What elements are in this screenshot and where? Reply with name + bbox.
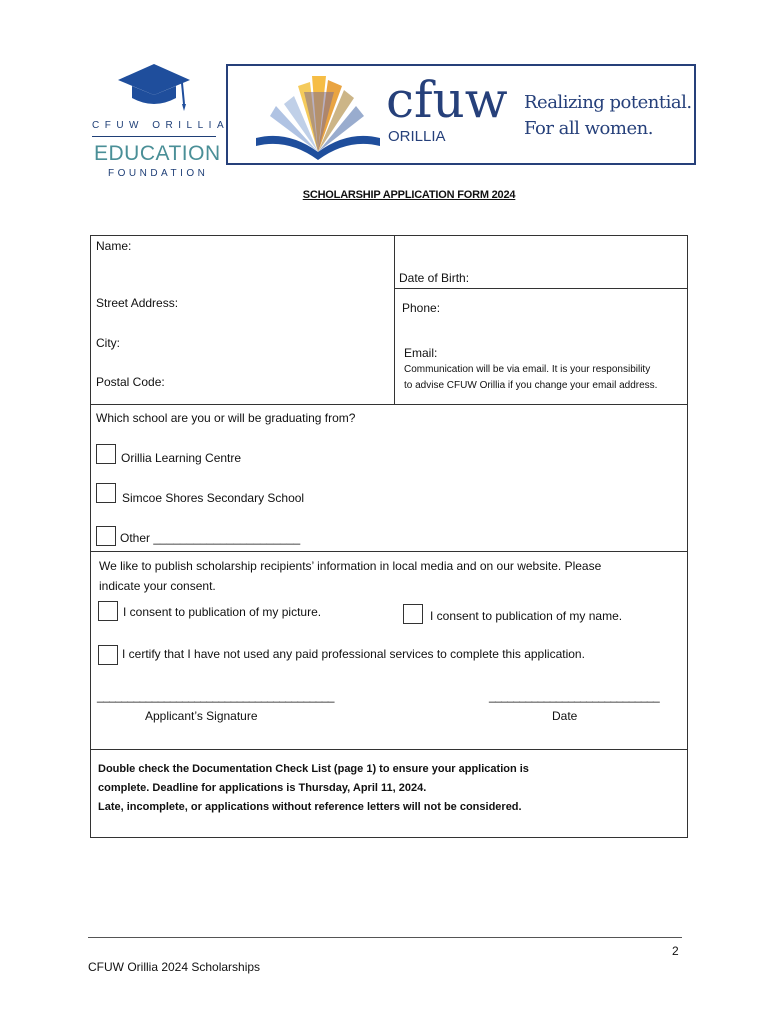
consent-intro-line-2: indicate your consent. [99, 579, 216, 593]
cfuw-location: ORILLIA [388, 128, 446, 145]
email-label: Email: [404, 346, 438, 360]
certify-checkbox[interactable] [98, 645, 118, 665]
date-label: Date [552, 709, 578, 723]
phone-label: Phone: [402, 301, 441, 315]
school-option-checkbox[interactable] [96, 444, 116, 464]
edu-org-line: CFUW ORILLIA [92, 120, 230, 131]
notice-line-1: Double check the Documentation Check List (page 1) to ensure your application is [98, 763, 529, 775]
cfuw-tagline-2: For all women. [524, 118, 653, 139]
signature-line: _______________________________________ [97, 689, 334, 703]
certify-label: I certify that I have not used any paid professional services to complete this application. [122, 647, 585, 661]
school-option-checkbox[interactable] [96, 483, 116, 503]
book-sunburst-icon [248, 72, 388, 160]
school-option-label: Other ______________________ [120, 531, 301, 545]
consent-name-checkbox[interactable] [403, 604, 423, 624]
cfuw-wordmark: cfuw [386, 71, 508, 129]
consent-picture-checkbox[interactable] [98, 601, 118, 621]
footer-rule [88, 937, 682, 938]
consent-intro-line-1: We like to publish scholarship recipients’ information in local media and on our website. Please [99, 559, 602, 573]
edu-education-text: EDUCATION [94, 142, 221, 165]
consent-name-label: I consent to publication of my name. [430, 609, 623, 623]
name-label: Name: [96, 239, 132, 253]
cfuw-logo [226, 64, 696, 165]
notice-line-2: complete. Deadline for applications is Thursday, April 11, 2024. [98, 782, 427, 794]
dob-label: Date of Birth: [399, 271, 470, 285]
edu-foundation-text: FOUNDATION [108, 168, 209, 179]
footer-text: CFUW Orillia 2024 Scholarships [88, 960, 261, 974]
date-line: ____________________________ [489, 689, 660, 703]
form-title: SCHOLARSHIP APPLICATION FORM 2024 [302, 189, 516, 201]
consent-picture-label: I consent to publication of my picture. [123, 605, 322, 619]
email-note-line-1: Communication will be via email. It is your responsibility [404, 364, 651, 375]
postal-code-label: Postal Code: [96, 375, 165, 389]
school-question: Which school are you or will be graduating from? [96, 411, 356, 425]
page-number: 2 [672, 944, 679, 958]
school-option-label: Orillia Learning Centre [121, 451, 242, 465]
edu-divider [92, 136, 216, 137]
graduation-cap-icon [116, 62, 192, 112]
city-label: City: [96, 336, 120, 350]
school-option-label: Simcoe Shores Secondary School [122, 491, 305, 505]
email-note-line-2: to advise CFUW Orillia if you change your email address. [404, 380, 658, 391]
cfuw-tagline-1: Realizing potential. [524, 92, 692, 113]
notice-line-3: Late, incomplete, or applications without reference letters will not be considered. [98, 801, 522, 813]
education-foundation-logo [88, 62, 230, 182]
signature-label: Applicant’s Signature [145, 709, 258, 723]
school-option-checkbox[interactable] [96, 526, 116, 546]
street-address-label: Street Address: [96, 296, 179, 310]
